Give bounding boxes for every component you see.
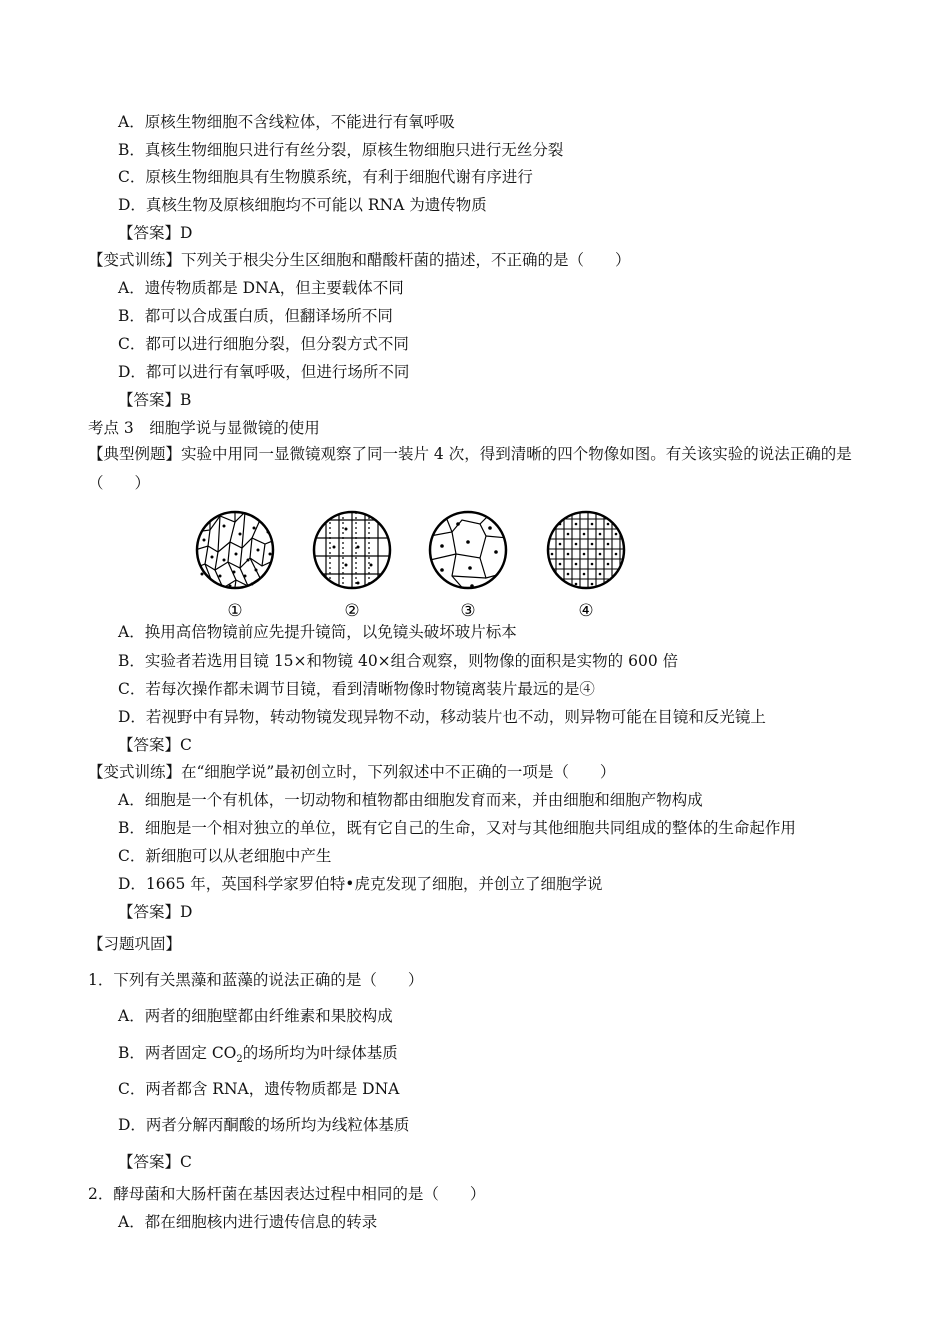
figure-label-4: ④	[578, 601, 594, 621]
answer: 【答案】C	[118, 736, 192, 754]
view-1	[195, 507, 275, 594]
option-c: C．若每次操作都未调节目镜，看到清晰物像时物镜离装片最远的是④	[118, 680, 595, 698]
option-b: B．真核生物细胞只进行有丝分裂，原核生物细胞只进行无丝分裂	[118, 141, 564, 159]
option-d: D．两者分解丙酮酸的场所均为线粒体基质	[118, 1116, 410, 1134]
practice-title: 【习题巩固】	[88, 935, 182, 953]
question-variant-2: 【变式训练】在“细胞学说”最初创立时，下列叙述中不正确的一项是（ ）	[88, 763, 616, 781]
option-c: C．两者都含 RNA，遗传物质都是 DNA	[118, 1080, 400, 1098]
option-b: B．都可以合成蛋白质，但翻译场所不同	[118, 307, 393, 325]
microscope-figure	[190, 502, 630, 622]
option-d: D．1665 年，英国科学家罗伯特•虎克发现了细胞，并创立了细胞学说	[118, 875, 603, 893]
question-example: 【典型例题】实验中用同一显微镜观察了同一装片 4 次，得到清晰的四个物像如图。有关该实验的说法正确的是（ ）	[88, 445, 852, 492]
option-a: A．遗传物质都是 DNA，但主要载体不同	[118, 279, 404, 297]
option-a: A．都在细胞核内进行遗传信息的转录	[118, 1213, 378, 1231]
figure-label-3: ③	[460, 601, 476, 621]
option-a: A．细胞是一个有机体，一切动物和植物都由细胞发育而来，并由细胞和细胞产物构成	[118, 791, 703, 809]
option-d: D．真核生物及原核细胞均不可能以 RNA 为遗传物质	[118, 196, 487, 214]
option-b	[118, 1043, 398, 1070]
option-b-text: B．两者固定 CO	[118, 1044, 237, 1062]
view-4	[548, 512, 624, 592]
subscript: 2	[236, 1054, 243, 1066]
option-c: C．新细胞可以从老细胞中产生	[118, 847, 332, 865]
option-d: D．都可以进行有氧呼吸，但进行场所不同	[118, 363, 410, 381]
option-b-text-end: 的场所均为叶绿体基质	[242, 1044, 398, 1062]
option-b: B．实验者若选用目镜 15×和物镜 40×组合观察，则物像的面积是实物的 600 倍	[118, 652, 679, 670]
section-title: 考点 3 细胞学说与显微镜的使用	[88, 419, 320, 437]
answer: 【答案】D	[118, 903, 193, 921]
option-a: A．原核生物细胞不含线粒体，不能进行有氧呼吸	[118, 113, 455, 131]
view-3	[430, 512, 508, 592]
view-2	[314, 512, 390, 592]
question-variant-1: 【变式训练】下列关于根尖分生区细胞和醋酸杆菌的描述，不正确的是（ ）	[88, 251, 631, 269]
figure-label-1: ①	[227, 601, 243, 621]
option-a: A．两者的细胞壁都由纤维素和果胶构成	[118, 1007, 393, 1025]
answer: 【答案】C	[118, 1153, 192, 1171]
option-c: C．原核生物细胞具有生物膜系统，有利于细胞代谢有序进行	[118, 168, 533, 186]
option-a: A．换用高倍物镜前应先提升镜筒，以免镜头破坏玻片标本	[118, 623, 517, 641]
option-d: D．若视野中有异物，转动物镜发现异物不动，移动装片也不动，则异物可能在目镜和反光镜上	[118, 708, 766, 726]
question-1: 1．下列有关黑藻和蓝藻的说法正确的是（ ）	[88, 971, 424, 989]
microscope-views-svg	[190, 502, 630, 622]
figure-label-2: ②	[344, 601, 360, 621]
answer: 【答案】D	[118, 224, 193, 242]
question-2: 2．酵母菌和大肠杆菌在基因表达过程中相同的是（ ）	[88, 1185, 486, 1203]
answer: 【答案】B	[118, 391, 192, 409]
option-c: C．都可以进行细胞分裂，但分裂方式不同	[118, 335, 409, 353]
option-b: B．细胞是一个相对独立的单位，既有它自己的生命，又对与其他细胞共同组成的整体的生命起作用	[118, 819, 796, 837]
